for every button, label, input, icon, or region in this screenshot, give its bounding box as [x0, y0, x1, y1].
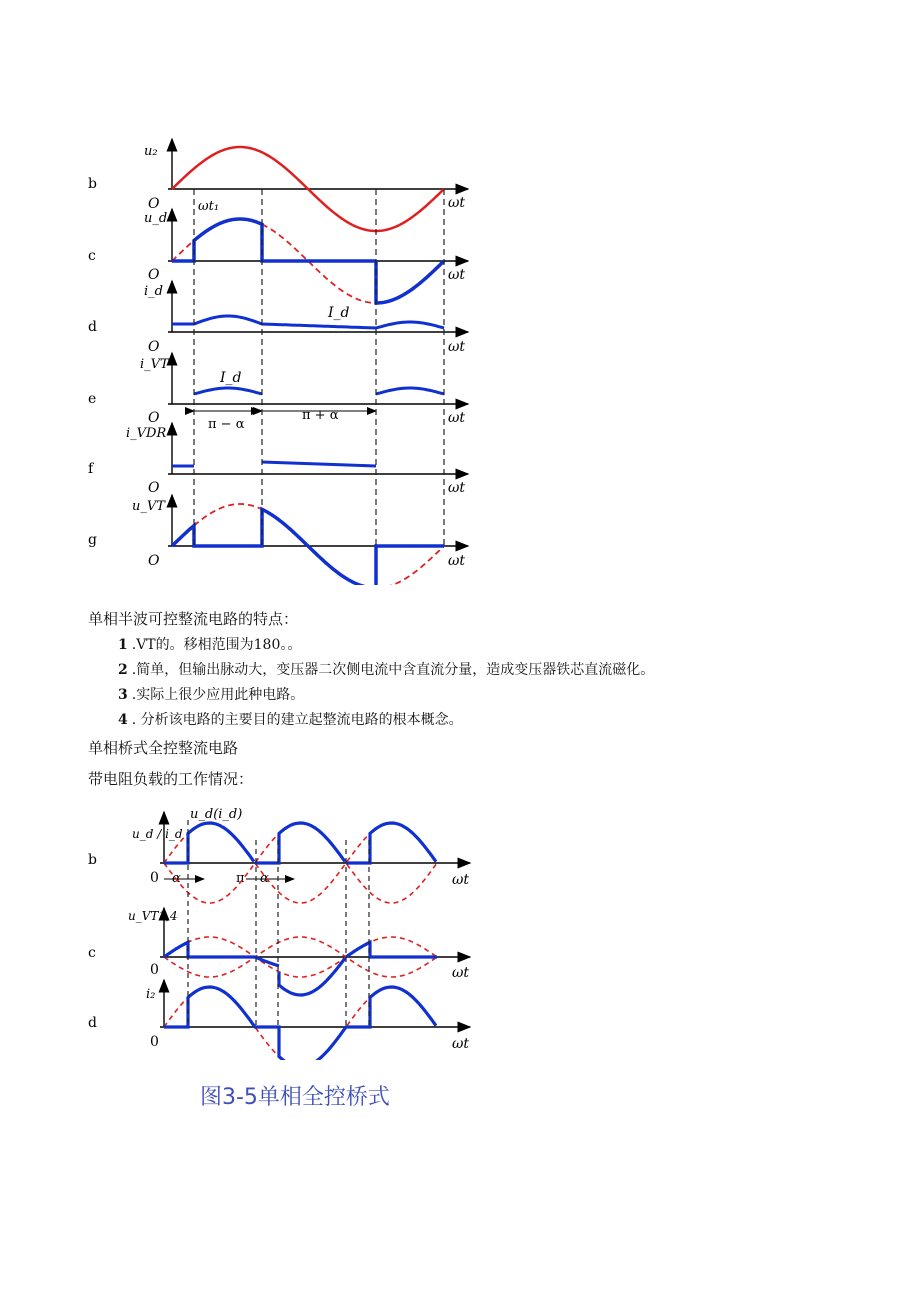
top-label-ud-id: u_d(i_d) [190, 807, 243, 822]
i2-dashed-reference [164, 987, 436, 1060]
ud-output-wave [164, 823, 436, 863]
list-item: 2 .简单，但输出脉动大，变压器二次侧电流中含直流分量，造成变压器铁芯直流磁化。 [118, 662, 655, 678]
row-label-c: c [88, 945, 96, 961]
y-label-ivt: i_VT [140, 357, 169, 372]
origin-b: 0 [150, 870, 159, 886]
x-label-b: ωt [448, 195, 466, 211]
y-label-ivdr: i_VDR [126, 426, 167, 441]
i2-current-wave [164, 987, 436, 1060]
x-label-f: ωt [448, 480, 466, 496]
origin-c: O [148, 267, 160, 283]
row-label-b: b [88, 176, 97, 192]
y-label-ud: u_d [144, 211, 168, 226]
ivt-current-wave [194, 388, 444, 394]
id-level-label: I_d [328, 305, 350, 321]
list-item: 3 .实际上很少应用此种电路。 [118, 687, 305, 703]
row-label-b: b [88, 852, 97, 868]
vertical-guides [188, 820, 369, 1027]
x-label-d: ωt [448, 339, 466, 355]
y-label-uvt14: u_VT1,4 [128, 909, 178, 923]
origin-d: 0 [150, 1034, 159, 1050]
alpha-label-2: α [260, 871, 269, 886]
row-label-g: g [88, 532, 97, 548]
figure-caption: 图3-5单相全控桥式 [200, 1085, 390, 1110]
y-label-ud-id: u_d / i_d [132, 827, 183, 841]
x-label-d: ωt [452, 1036, 470, 1052]
origin-f: O [148, 480, 160, 496]
alpha-label-1: α [172, 871, 181, 886]
y-label-uvt: u_VT [132, 499, 165, 514]
ud-dashed-reference [172, 224, 376, 303]
list-item: 4 . 分析该电路的主要目的建立起整流电路的根本概念。 [118, 712, 463, 728]
x-label-b: ωt [452, 872, 470, 888]
x-label-e: ωt [448, 410, 466, 426]
pi-label: π [236, 871, 245, 886]
row-label-e: e [88, 391, 97, 407]
origin-d: O [148, 339, 160, 355]
ivt-level-label: I_d [220, 370, 242, 386]
list-item: 1 .VT的。移相范围为180。。 [118, 637, 302, 653]
origin-g: O [148, 553, 160, 569]
vertical-guides [194, 189, 444, 546]
x-label-c: ωt [448, 267, 466, 283]
section1-heading: 单相半波可控整流电路的特点： [88, 610, 299, 628]
id-current-wave [172, 316, 444, 328]
row-label-f: f [88, 461, 94, 477]
y-label-u2: u₂ [144, 144, 158, 159]
origin-c: 0 [150, 962, 159, 978]
y-label-i2: i₂ [146, 987, 156, 1002]
span-label-pi-minus-alpha: π − α [208, 417, 245, 432]
origin-b: O [148, 196, 160, 212]
x-label-c: ωt [452, 965, 470, 981]
x-label-g: ωt [448, 553, 466, 569]
y-label-id: i_d [144, 284, 163, 299]
span-label-pi-plus-alpha: π + α [302, 408, 339, 423]
wt1-label: ωt₁ [198, 199, 220, 214]
full-bridge-waveform-figure [80, 800, 500, 1060]
section2-heading: 单相桥式全控整流电路 [88, 739, 239, 757]
origin-e: O [148, 410, 160, 426]
row-label-c: c [88, 248, 96, 264]
section3-heading: 带电阻负载的工作情况： [88, 770, 254, 788]
uvt-voltage-wave [172, 509, 444, 585]
row-label-d: d [88, 319, 97, 335]
ivdr-current-wave [172, 462, 376, 466]
row-label-d: d [88, 1015, 97, 1031]
half-wave-waveform-figure [80, 125, 500, 585]
